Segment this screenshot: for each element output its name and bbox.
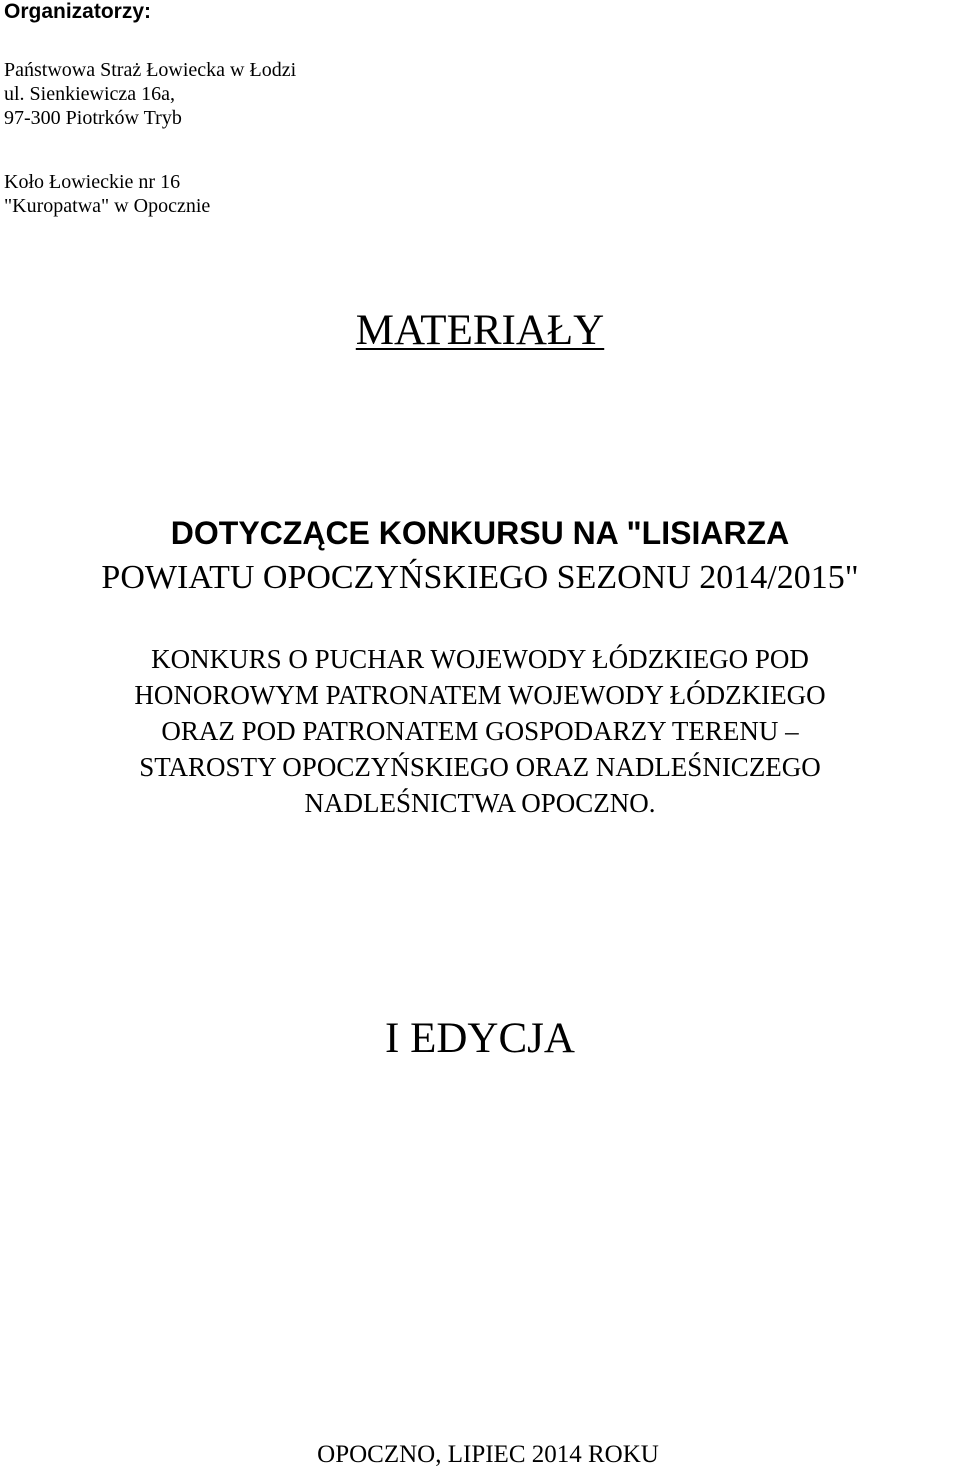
place-date-footer: OPOCZNO, LIPIEC 2014 ROKU xyxy=(317,1441,659,1468)
organizer-line: "Kuropatwa" w Opocznie xyxy=(4,195,211,217)
subtitle-line-2: POWIATU OPOCZYŃSKIEGO SEZONU 2014/2015" xyxy=(101,559,859,596)
contest-description-line: STAROSTY OPOCZYŃSKIEGO ORAZ NADLEŚNICZEGO xyxy=(139,752,821,782)
organizer-line: ul. Sienkiewicza 16a, xyxy=(4,83,176,105)
contest-description-line: KONKURS O PUCHAR WOJEWODY ŁÓDZKIEGO POD xyxy=(151,644,809,674)
subtitle-line-1: DOTYCZĄCE KONKURSU NA "LISIARZA xyxy=(170,515,790,551)
organizers-label: Organizatorzy: xyxy=(4,0,152,23)
organizer-line: Państwowa Straż Łowiecka w Łodzi xyxy=(4,59,297,81)
organizer-line: 97-300 Piotrków Tryb xyxy=(4,107,182,129)
document-title: MATERIAŁY xyxy=(355,307,605,354)
contest-description-line: HONOROWYM PATRONATEM WOJEWODY ŁÓDZKIEGO xyxy=(134,680,826,710)
edition-label: I EDYCJA xyxy=(385,1015,575,1062)
contest-description-line: ORAZ POD PATRONATEM GOSPODARZY TERENU – xyxy=(161,716,799,746)
contest-description-line: NADLEŚNICTWA OPOCZNO. xyxy=(304,788,656,818)
organizer-line: Koło Łowieckie nr 16 xyxy=(4,171,181,193)
